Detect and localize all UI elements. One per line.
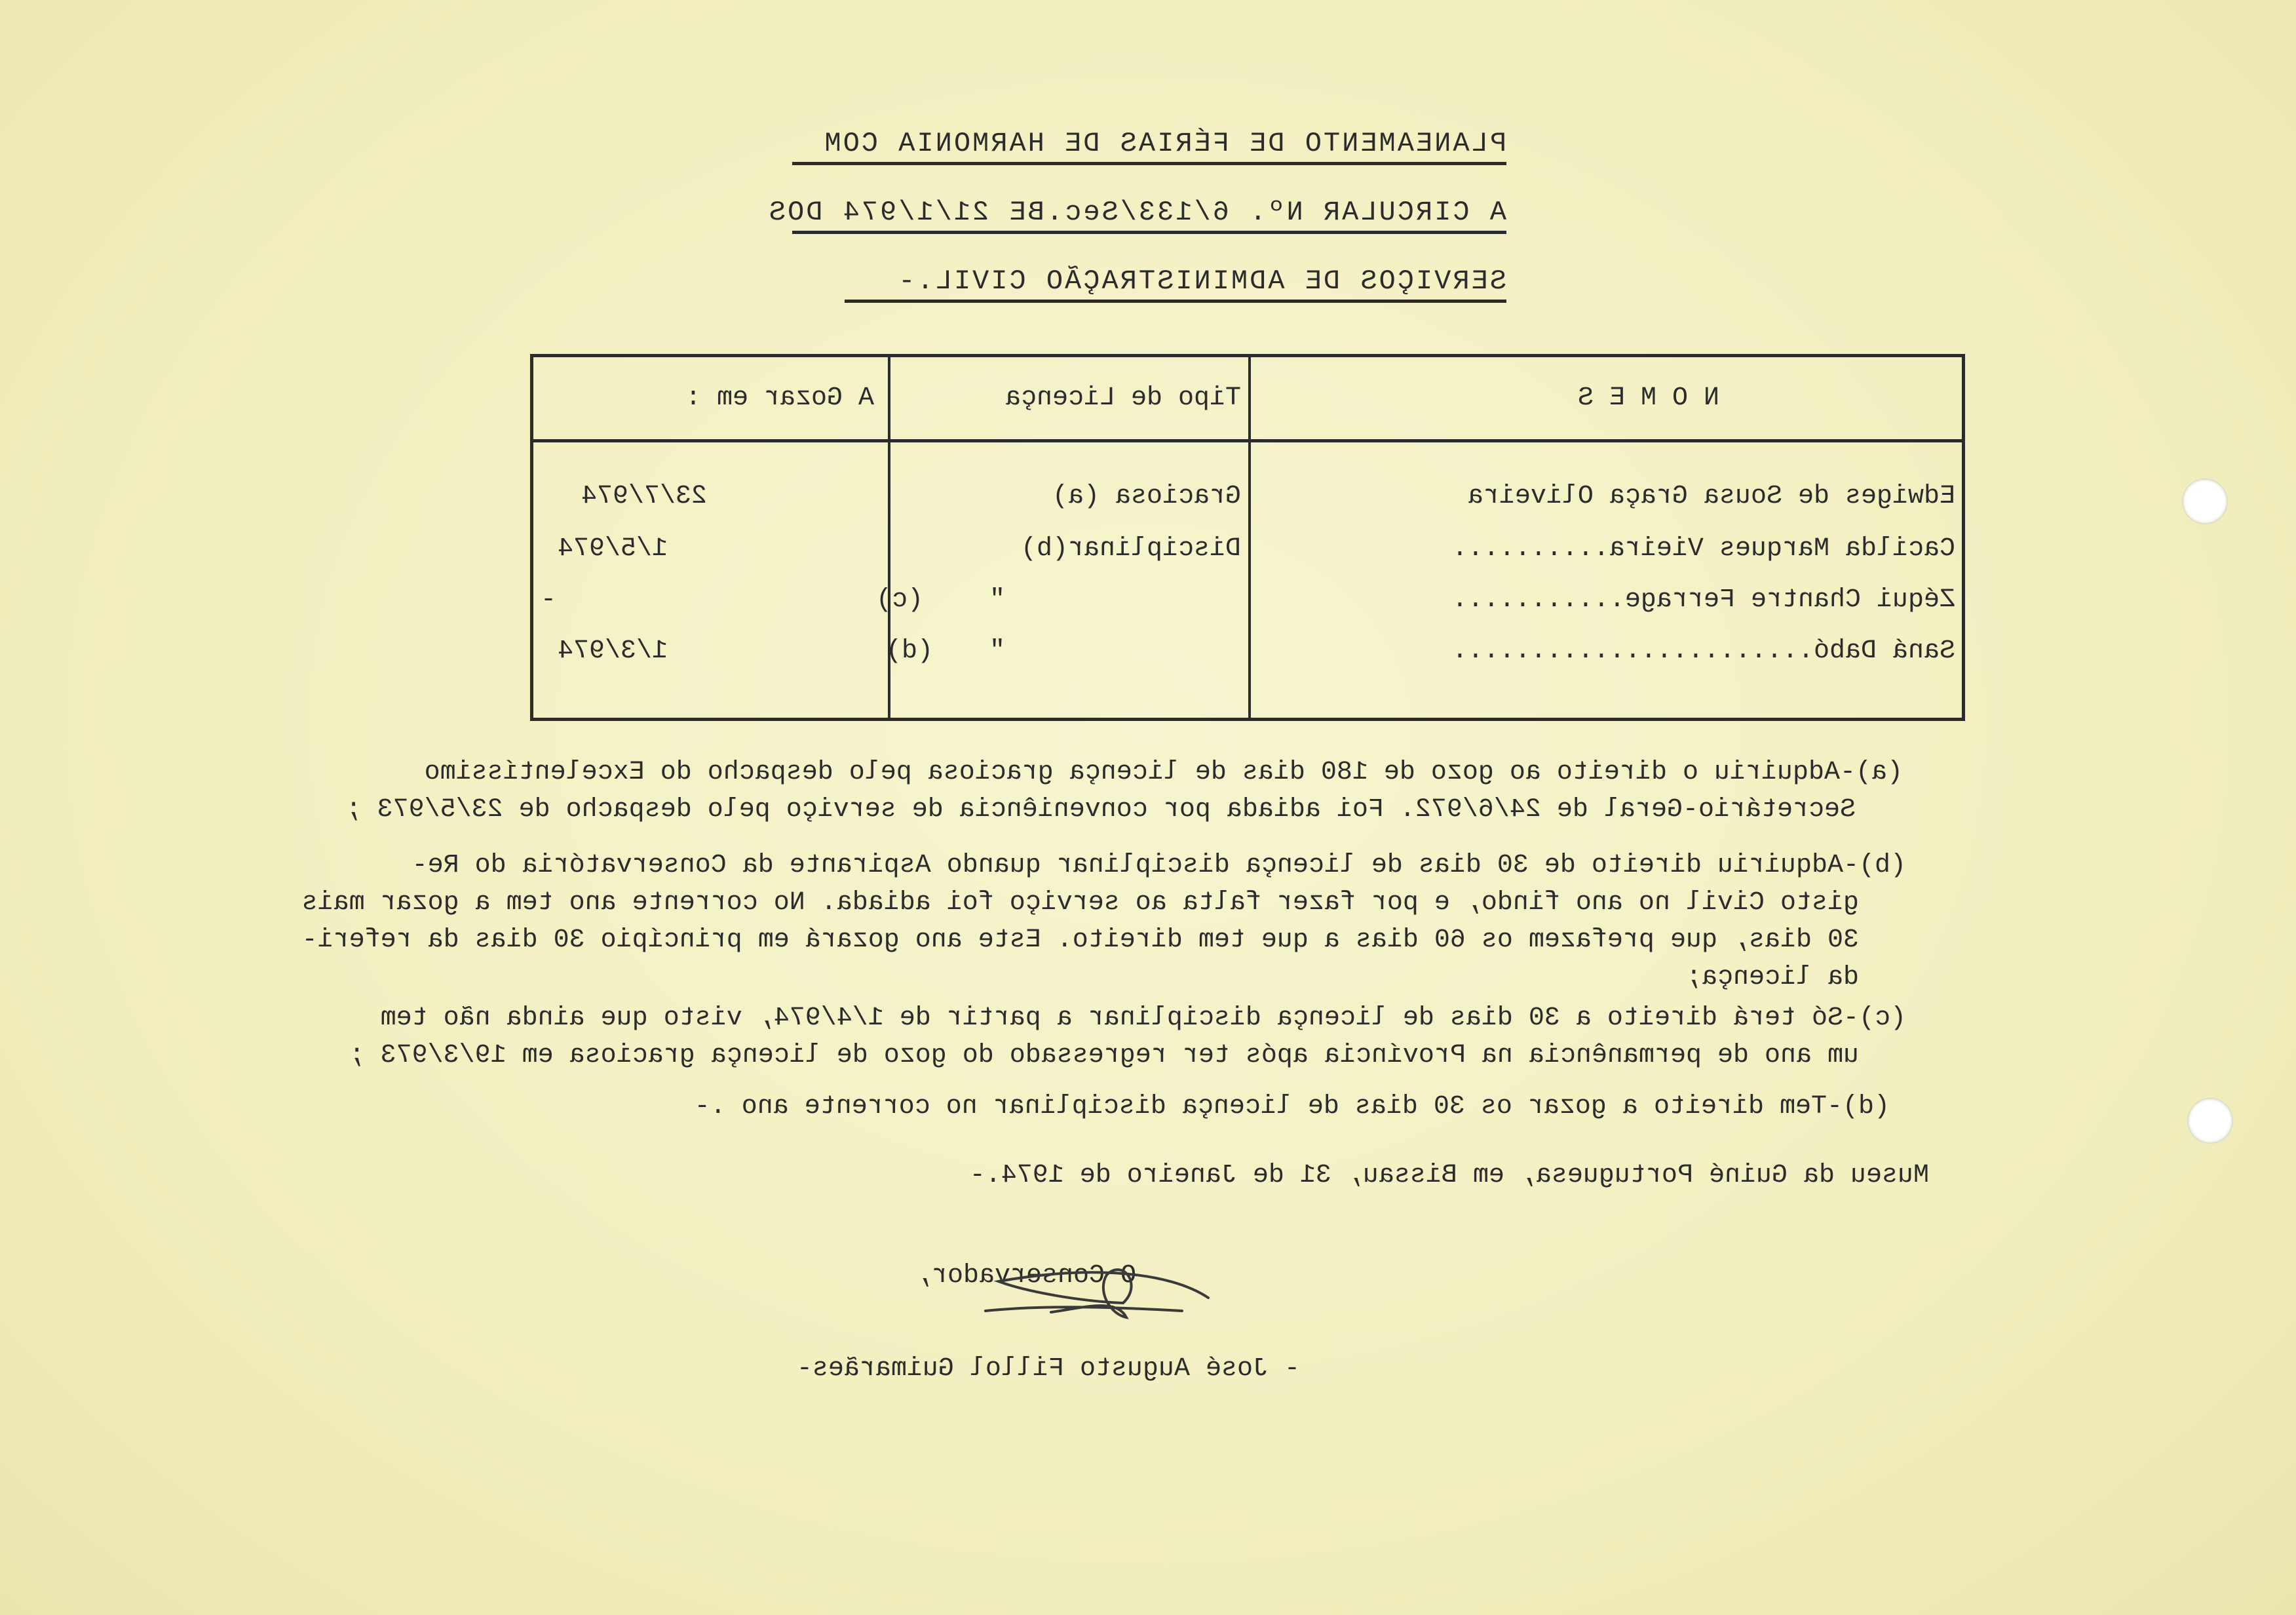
row-leave-type: " — [989, 585, 1005, 615]
leave-table — [530, 354, 1965, 721]
handwritten-signature — [972, 1245, 1221, 1337]
row-date: 23/7/974 — [581, 482, 707, 511]
row-name: Cacilda Marques Vieira.......... — [1451, 534, 1955, 564]
table-header-divider — [533, 439, 1962, 442]
column-header-names: N O M E S — [1577, 383, 1719, 413]
footnote-b: (b)-Adquiriu direito de 30 dias de licença disciplinar quando Aspirante da Conservatória do Re- gisto Civil no ano findo, e por fazer falta ao serviço foi adiada. No corrente ano tem a gozar mais 30 dias, que prefazem os 60 dias a que tem direito. Este ano gozará em princípio 30 dias da referi- da licença; — [301, 851, 1906, 992]
place-date-line: Museu da Guiné Portuguesa, em Bissau, 31 de Janeiro de 1974.- — [969, 1161, 1929, 1190]
footnote-c: (c)-Só terá direito a 30 dias de licença disciplinar a partir de 1/4/974, visto que ainda não tem um ano de permanência na Província após ter regressado do gozo de licença graciosa em 19/3/973 ; — [349, 1003, 1906, 1070]
column-header-date: A Gozar em : — [685, 383, 874, 413]
footnote-a: (a)-Adquiriu o direito ao gozo de 180 dias de licença graciosa pelo despacho do Excelentíssimo Secretário-Geral de 24/6/972. Foi adiada por conveniência de serviço pelo despacho de 23/5/973 ; — [345, 758, 1903, 825]
row-leave-type: Graciosa (a) — [1052, 482, 1241, 511]
row-date: - — [540, 585, 556, 615]
title-line-2: A CIRCULAR Nº. 6/133/Sec.BE 21/1/974 DOS — [792, 197, 1506, 234]
row-leave-type: " — [989, 636, 1005, 666]
row-date: 1/3/974 — [557, 636, 668, 666]
title-line-3: SERVIÇOS DE ADMINISTRAÇÃO CIVIL.- — [845, 265, 1506, 303]
row-leave-type: Disciplinar(b) — [1020, 534, 1241, 564]
row-leave-type-code: (c) — [875, 585, 923, 615]
footnote-d: (d)-Tem direito a gozar os 30 dias de licença disciplinar no corrente ano .- — [694, 1092, 1890, 1121]
title-line-1: PLANEAMENTO DE FÉRIAS DE HARMONIA COM — [792, 128, 1506, 165]
row-date: 1/5/974 — [557, 534, 668, 564]
row-name: Zéqui Chantre Ferrage........... — [1451, 585, 1955, 615]
column-header-leave-type: Tipo de Licença — [1004, 383, 1241, 413]
row-name: Edwiges de Sousa Graça Oliveira — [1467, 482, 1955, 511]
table-column-divider-1 — [1248, 357, 1251, 718]
signatory-title: O Conservador, — [915, 1261, 1136, 1291]
row-name: Saná Dabó....................... — [1451, 636, 1955, 666]
row-leave-type-code: (d) — [885, 636, 933, 666]
signatory-name: - José Augusto Fillol Guimarães- — [796, 1354, 1300, 1384]
